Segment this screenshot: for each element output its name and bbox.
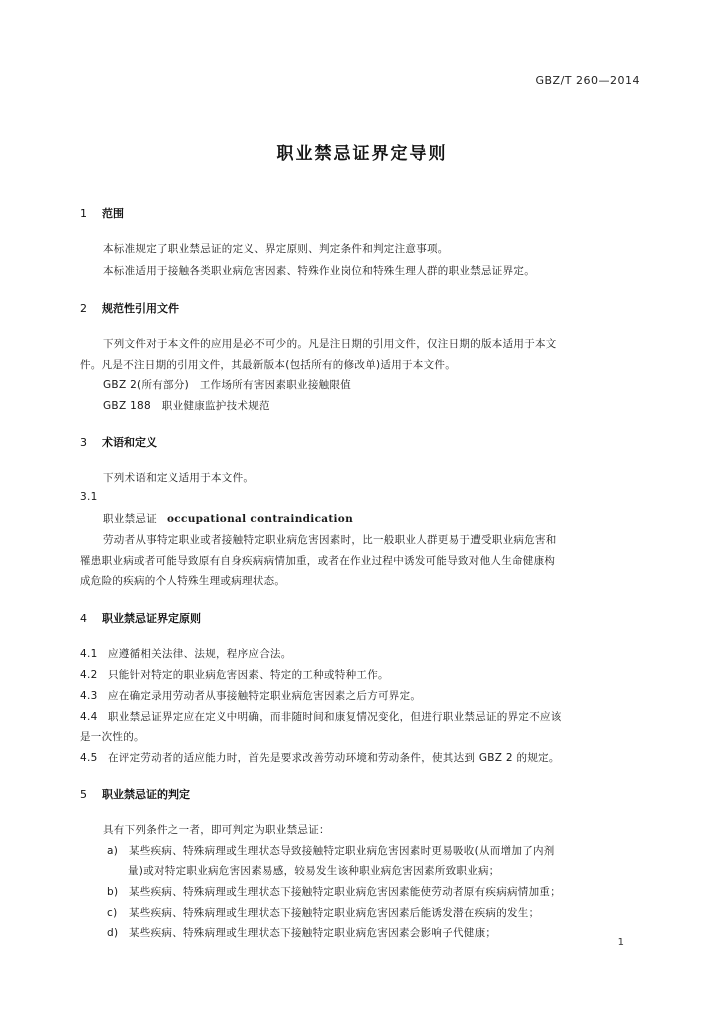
section-number: 2 [80,302,87,315]
list-text: 某些疾病、特殊病理或生理状态下接触特定职业病危害因素会影响子代健康； [129,927,497,939]
section-title: 范围 [102,207,124,220]
clause-text: 应在确定录用劳动者从事接触特定职业病危害因素之后方可界定。 [108,690,422,702]
clause-continuation [80,729,145,744]
list-text: 某些疾病、特殊病理或生理状态下接触特定职业病危害因素能使劳动者原有疾病病情加重； [129,886,561,898]
term-english: occupational contraindication [167,513,354,525]
section-title: 术语和定义 [102,436,157,449]
clause-item [80,646,292,661]
list-item [107,884,561,899]
paragraph-line: 具有下列条件之一者，即可判定为职业禁忌证： [103,824,330,836]
term-entry [103,511,353,526]
paragraph-line: 件。凡是不注日期的引用文件，其最新版本(包括所有的修改单)适用于本文件。 [80,359,456,371]
section-5-heading [80,786,190,802]
clause-text: 在评定劳动者的适应能力时，首先是要求改善劳动环境和劳动条件，使其达到 GBZ 2 的规定。 [108,752,560,764]
clause-number: 4.1 [80,648,98,660]
clause-item [80,667,389,682]
page-title: 职业禁忌证界定导则 [276,144,448,164]
paragraph-line: 罹患职业病或者可能导致原有自身疾病病情加重，或者在作业过程中诱发可能导致对他人生命健康构 [80,555,556,567]
clause-number: 4.3 [80,690,98,702]
clause-number: 4.4 [80,711,98,723]
clause-text: 只能针对特定的职业病危害因素、特定的工种或特种工作。 [108,669,389,681]
reference-item: GBZ 2(所有部分) 工作场所有害因素职业接触限值 [103,379,352,391]
paragraph-line: 本标准规定了职业禁忌证的定义、界定原则、判定条件和判定注意事项。 [103,243,449,255]
section-title: 职业禁忌证界定原则 [102,612,201,625]
clause-text: 是一次性的。 [80,731,145,743]
clause-text: 职业禁忌证界定应在定义中明确，而非随时间和康复情况变化，但进行职业禁忌证的界定不应该 [108,711,562,723]
list-item [107,905,539,920]
term-chinese: 职业禁忌证 [103,513,157,525]
clause-number: 4.2 [80,669,98,681]
section-1-heading [80,205,124,221]
standard-code: GBZ/T 260—2014 [535,74,640,87]
clause-item [80,709,562,724]
term-number: 3.1 [80,491,98,503]
list-item-continuation: 量)或对特定职业病危害因素易感，较易发生该种职业病危害因素所致职业病； [128,865,500,877]
section-title: 职业禁忌证的判定 [102,788,190,801]
paragraph-line: 成危险的疾病的个人特殊生理或病理状态。 [80,575,286,587]
section-number: 4 [80,612,87,625]
list-text: 某些疾病、特殊病理或生理状态导致接触特定职业病危害因素时更易吸收(从而增加了内剂 [129,845,555,857]
section-title: 规范性引用文件 [102,302,179,315]
list-label: c) [107,907,118,919]
list-label: d) [107,927,119,939]
clause-number: 4.5 [80,752,98,764]
list-label: b) [107,886,119,898]
section-number: 1 [80,207,87,220]
clause-text: 应遵循相关法律、法规，程序应合法。 [108,648,292,660]
clause-item [80,750,560,765]
section-number: 5 [80,788,87,801]
clause-item [80,688,421,703]
section-4-heading [80,610,201,626]
paragraph-line: 下列文件对于本文件的应用是必不可少的。凡是注日期的引用文件，仅注日期的版本适用于本文 [103,338,557,350]
paragraph-line: 下列术语和定义适用于本文件。 [103,472,255,484]
section-3-heading [80,434,157,450]
paragraph-line: 本标准适用于接触各类职业病危害因素、特殊作业岗位和特殊生理人群的职业禁忌证界定。 [103,265,535,277]
list-label: a) [107,845,119,857]
list-item [107,925,496,940]
list-item [107,843,555,858]
section-2-heading [80,300,179,316]
list-text: 某些疾病、特殊病理或生理状态下接触特定职业病危害因素后能诱发潜在疾病的发生； [129,907,540,919]
section-number: 3 [80,436,87,449]
reference-item: GBZ 188 职业健康监护技术规范 [103,400,270,412]
paragraph-line: 劳动者从事特定职业或者接触特定职业病危害因素时，比一般职业人群更易于遭受职业病危害和 [103,534,557,546]
page-number: 1 [617,937,624,948]
